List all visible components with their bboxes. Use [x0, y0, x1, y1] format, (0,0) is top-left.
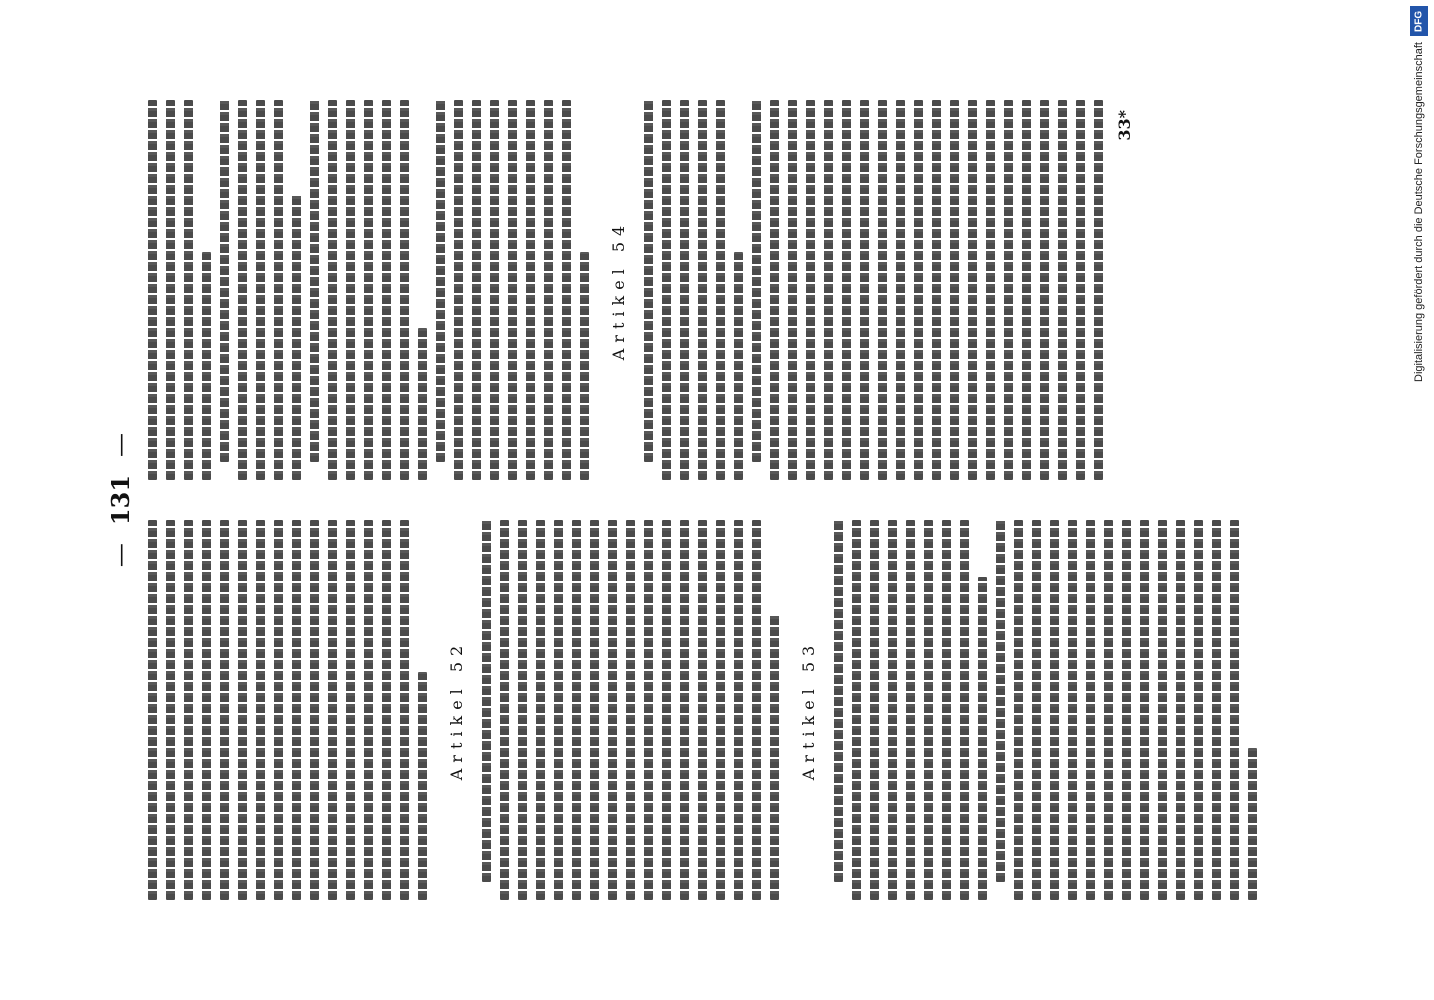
text-line: [580, 252, 589, 480]
text-line: [960, 520, 969, 900]
text-line: [968, 100, 977, 480]
text-line: [364, 100, 373, 480]
text-line: [608, 520, 617, 900]
text-line: [1122, 520, 1131, 900]
text-line: [752, 100, 761, 462]
text-line: [1212, 520, 1221, 900]
text-line: [400, 100, 409, 480]
text-line: [626, 520, 635, 900]
dfg-logo: DFG: [1410, 6, 1428, 36]
article-heading: Artikel 54: [609, 219, 628, 361]
text-line: [734, 520, 743, 900]
text-line: [932, 100, 941, 480]
text-line: [716, 100, 725, 480]
paragraph-block: [148, 520, 427, 900]
article-heading: Artikel 53: [799, 639, 818, 781]
text-line: [860, 100, 869, 480]
paragraph-block: [834, 520, 1257, 900]
text-line: [924, 520, 933, 900]
text-line: [562, 100, 571, 480]
text-line: [1104, 520, 1113, 900]
text-line: [328, 100, 337, 480]
text-line: [1032, 520, 1041, 900]
text-line: [942, 520, 951, 900]
digitization-credit: [1410, 6, 1428, 994]
text-line: [698, 100, 707, 480]
text-line: [834, 520, 843, 882]
text-line: [328, 520, 337, 900]
text-line: [274, 100, 283, 480]
text-line: [482, 520, 491, 882]
text-line: [986, 100, 995, 480]
text-line: [680, 100, 689, 480]
right-column: [148, 100, 1278, 480]
signature-mark: 33*: [1115, 110, 1134, 141]
text-line: [996, 520, 1005, 882]
text-line: [1140, 520, 1149, 900]
text-line: [788, 100, 797, 480]
text-line: [852, 520, 861, 900]
text-line: [1050, 520, 1059, 900]
text-line: [662, 100, 671, 480]
text-line: [1230, 520, 1239, 900]
text-line: [950, 100, 959, 480]
text-line: [716, 520, 725, 900]
text-line: [870, 520, 879, 900]
text-line: [310, 520, 319, 900]
header-dash-left: —: [106, 543, 134, 568]
text-line: [518, 520, 527, 900]
text-line: [770, 615, 779, 900]
text-line: [1068, 520, 1077, 900]
text-line: [418, 672, 427, 900]
text-line: [806, 100, 815, 480]
text-line: [1248, 748, 1257, 900]
text-line: [526, 100, 535, 480]
text-line: [310, 100, 319, 462]
text-line: [256, 100, 265, 480]
text-line: [292, 520, 301, 900]
text-line: [220, 520, 229, 900]
text-line: [842, 100, 851, 480]
text-line: [662, 520, 671, 900]
text-line: [418, 328, 427, 480]
text-line: [572, 520, 581, 900]
text-line: [752, 520, 761, 900]
text-line: [148, 520, 157, 900]
text-line: [1014, 520, 1023, 900]
text-line: [490, 100, 499, 480]
text-line: [1022, 100, 1031, 480]
text-line: [346, 520, 355, 900]
text-line: [364, 520, 373, 900]
text-line: [436, 100, 445, 462]
paragraph-block: [644, 100, 1103, 480]
credit-text: Digitalisierung gefördert durch die Deutsche Forschungsgemeinschaft: [1413, 42, 1425, 382]
text-line: [544, 100, 553, 480]
text-line: [238, 520, 247, 900]
text-line: [202, 520, 211, 900]
text-line: [536, 520, 545, 900]
text-line: [202, 252, 211, 480]
text-line: [770, 100, 779, 480]
text-line: [382, 100, 391, 480]
text-line: [734, 252, 743, 480]
paragraph-block: [482, 520, 779, 900]
text-line: [1076, 100, 1085, 480]
paragraph-block: [148, 100, 589, 480]
text-line: [346, 100, 355, 480]
text-line: [256, 520, 265, 900]
rotated-scan-sheet: [100, 100, 1290, 900]
text-line: [1176, 520, 1185, 900]
text-line: [896, 100, 905, 480]
text-line: [508, 100, 517, 480]
text-line: [888, 520, 897, 900]
text-columns: [148, 100, 1278, 900]
text-line: [1158, 520, 1167, 900]
text-line: [472, 100, 481, 480]
text-line: [906, 520, 915, 900]
text-line: [400, 520, 409, 900]
text-line: [274, 520, 283, 900]
text-line: [1040, 100, 1049, 480]
header-dash-right: —: [106, 432, 134, 457]
text-line: [824, 100, 833, 480]
text-line: [500, 520, 509, 900]
text-line: [166, 520, 175, 900]
text-line: [184, 100, 193, 480]
page-header: [100, 100, 140, 900]
text-line: [644, 100, 653, 462]
text-line: [878, 100, 887, 480]
text-line: [1194, 520, 1203, 900]
text-line: [292, 195, 301, 480]
text-line: [1094, 100, 1103, 480]
text-line: [454, 100, 463, 480]
text-line: [978, 577, 987, 900]
text-line: [382, 520, 391, 900]
text-line: [1086, 520, 1095, 900]
text-line: [184, 520, 193, 900]
left-column: [148, 520, 1278, 900]
text-line: [1004, 100, 1013, 480]
text-line: [644, 520, 653, 900]
text-line: [148, 100, 157, 480]
text-line: [590, 520, 599, 900]
text-line: [166, 100, 175, 480]
text-line: [680, 520, 689, 900]
text-line: [1058, 100, 1067, 480]
page-number: 131: [105, 474, 135, 526]
text-line: [914, 100, 923, 480]
text-line: [554, 520, 563, 900]
text-line: [238, 100, 247, 480]
text-line: [220, 100, 229, 462]
article-heading: Artikel 52: [447, 639, 466, 781]
text-line: [698, 520, 707, 900]
